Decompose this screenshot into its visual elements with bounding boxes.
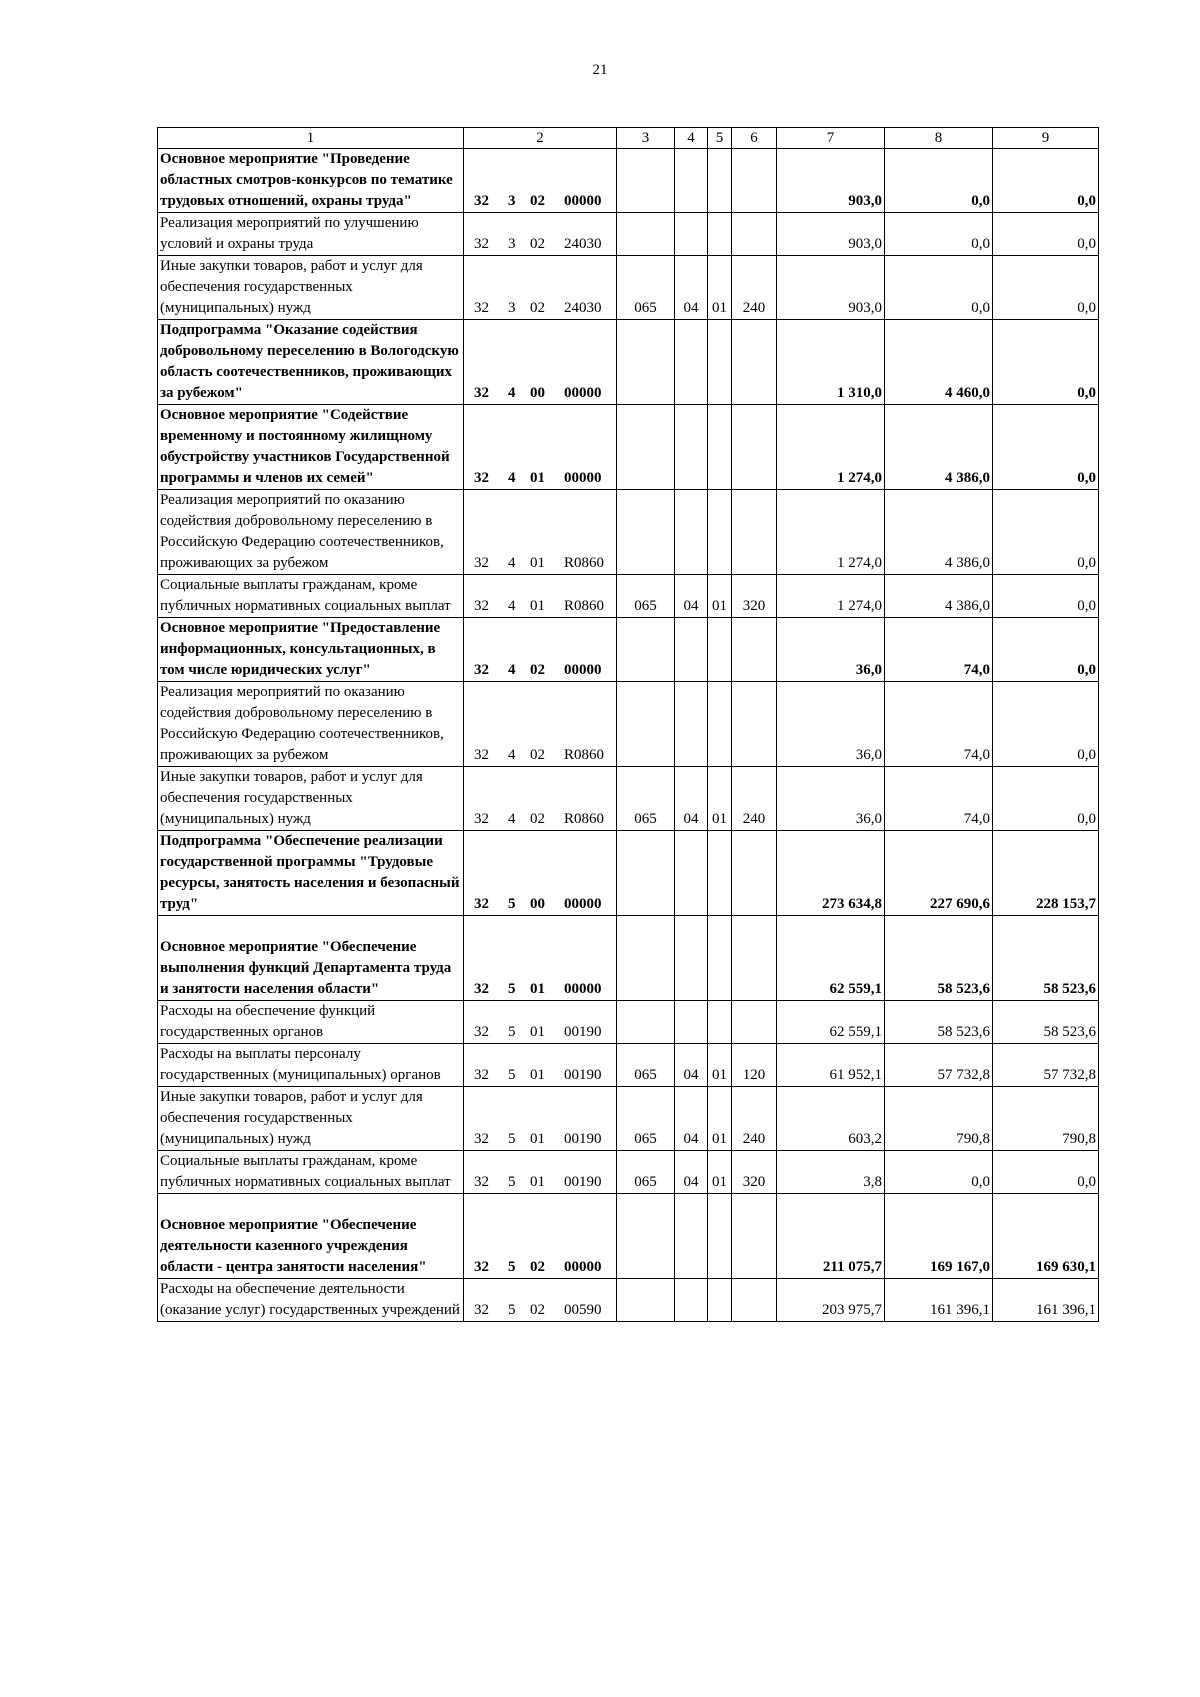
header-cell: 6 [732, 128, 777, 149]
program-code [464, 916, 617, 1001]
program-code [464, 618, 617, 682]
table-row [158, 405, 1099, 490]
ministry-code: 065 [617, 1044, 675, 1087]
code-part-4: 00190 [564, 1131, 602, 1147]
section-code [675, 1001, 708, 1044]
code-part-4: 00590 [564, 1302, 602, 1318]
amount-col-8: 74,0 [885, 767, 993, 831]
amount-col-9: 0,0 [993, 490, 1099, 575]
expense-type-code [732, 1194, 777, 1279]
expense-type-code [732, 916, 777, 1001]
code-part-4: R0860 [564, 598, 605, 614]
code-part-1: 32 [474, 662, 489, 678]
code-part-3: 01 [530, 555, 545, 571]
program-code [464, 1279, 617, 1322]
code-part-4: 00190 [564, 1174, 602, 1190]
code-part-4: 00000 [564, 662, 602, 678]
amount-col-8: 0,0 [885, 1151, 993, 1194]
code-part-1: 32 [474, 1067, 489, 1083]
amount-col-7: 603,2 [777, 1087, 885, 1151]
amount-col-7: 273 634,8 [777, 831, 885, 916]
section-code [675, 320, 708, 405]
expense-type-code: 240 [732, 767, 777, 831]
code-part-4: 00190 [564, 1024, 602, 1040]
row-name: Расходы на обеспечение деятельности (оказание услуг) государственных учреждений [158, 1279, 464, 1322]
code-part-2: 3 [508, 236, 516, 252]
ministry-code [617, 618, 675, 682]
section-code: 04 [675, 1044, 708, 1087]
expense-type-code [732, 213, 777, 256]
code-part-1: 32 [474, 1259, 489, 1275]
subsection-code [708, 1194, 732, 1279]
section-code [675, 831, 708, 916]
program-code [464, 405, 617, 490]
code-part-2: 4 [508, 747, 516, 763]
code-part-4: 00000 [564, 193, 602, 209]
amount-col-7: 62 559,1 [777, 1001, 885, 1044]
code-part-4: R0860 [564, 747, 605, 763]
code-part-3: 02 [530, 300, 545, 316]
subsection-code: 01 [708, 1044, 732, 1087]
amount-col-7: 203 975,7 [777, 1279, 885, 1322]
code-part-3: 02 [530, 811, 545, 827]
ministry-code [617, 405, 675, 490]
code-part-1: 32 [474, 981, 489, 997]
amount-col-9: 0,0 [993, 213, 1099, 256]
amount-col-8: 790,8 [885, 1087, 993, 1151]
amount-col-7: 36,0 [777, 682, 885, 767]
code-part-4: 24030 [564, 236, 602, 252]
code-part-1: 32 [474, 747, 489, 763]
code-part-2: 5 [508, 1131, 516, 1147]
table-row [158, 767, 1099, 831]
code-part-4: 00000 [564, 470, 602, 486]
table-row [158, 1001, 1099, 1044]
section-code [675, 213, 708, 256]
subsection-code: 01 [708, 1151, 732, 1194]
amount-col-8: 4 386,0 [885, 575, 993, 618]
program-code [464, 1087, 617, 1151]
amount-col-7: 36,0 [777, 618, 885, 682]
ministry-code [617, 1279, 675, 1322]
subsection-code [708, 213, 732, 256]
row-name: Основное мероприятие "Содействие временному и постоянному жилищному обустройству участников Государственной программы и членов их семей" [158, 405, 464, 490]
subsection-code [708, 320, 732, 405]
code-part-4: 00000 [564, 981, 602, 997]
amount-col-8: 4 386,0 [885, 405, 993, 490]
ministry-code: 065 [617, 767, 675, 831]
subsection-code: 01 [708, 1087, 732, 1151]
code-part-3: 00 [530, 385, 545, 401]
subsection-code [708, 831, 732, 916]
table-row [158, 1279, 1099, 1322]
expense-type-code: 320 [732, 1151, 777, 1194]
amount-col-7: 1 310,0 [777, 320, 885, 405]
subsection-code: 01 [708, 575, 732, 618]
amount-col-8: 74,0 [885, 682, 993, 767]
ministry-code: 065 [617, 256, 675, 320]
code-part-1: 32 [474, 470, 489, 486]
code-part-2: 5 [508, 1302, 516, 1318]
amount-col-9: 0,0 [993, 767, 1099, 831]
amount-col-8: 74,0 [885, 618, 993, 682]
amount-col-8: 0,0 [885, 213, 993, 256]
row-name: Реализация мероприятий по оказанию содействия добровольному переселению в Российскую Федерацию соотечественников, проживающих за рубежом [158, 682, 464, 767]
code-part-2: 4 [508, 385, 516, 401]
program-code [464, 320, 617, 405]
subsection-code [708, 618, 732, 682]
expense-type-code: 240 [732, 1087, 777, 1151]
amount-col-9: 0,0 [993, 405, 1099, 490]
code-part-2: 4 [508, 811, 516, 827]
amount-col-8: 58 523,6 [885, 916, 993, 1001]
code-part-2: 4 [508, 598, 516, 614]
ministry-code [617, 916, 675, 1001]
row-name: Иные закупки товаров, работ и услуг для обеспечения государственных (муниципальных) нужд [158, 1087, 464, 1151]
code-part-1: 32 [474, 193, 489, 209]
code-part-1: 32 [474, 385, 489, 401]
code-part-1: 32 [474, 1131, 489, 1147]
expense-type-code [732, 618, 777, 682]
subsection-code [708, 1001, 732, 1044]
subsection-code: 01 [708, 256, 732, 320]
amount-col-9: 0,0 [993, 149, 1099, 213]
code-part-3: 01 [530, 598, 545, 614]
expense-type-code [732, 831, 777, 916]
code-part-4: 00190 [564, 1067, 602, 1083]
code-part-3: 01 [530, 1174, 545, 1190]
header-cell: 5 [708, 128, 732, 149]
ministry-code [617, 1194, 675, 1279]
header-cell: 3 [617, 128, 675, 149]
code-part-4: 00000 [564, 385, 602, 401]
amount-col-8: 57 732,8 [885, 1044, 993, 1087]
table-row [158, 149, 1099, 213]
amount-col-9: 0,0 [993, 256, 1099, 320]
amount-col-7: 62 559,1 [777, 916, 885, 1001]
amount-col-7: 1 274,0 [777, 405, 885, 490]
amount-col-9: 0,0 [993, 682, 1099, 767]
code-part-4: R0860 [564, 555, 605, 571]
row-name: Расходы на выплаты персоналу государственных (муниципальных) органов [158, 1044, 464, 1087]
expense-type-code [732, 149, 777, 213]
program-code [464, 1001, 617, 1044]
row-name: Основное мероприятие "Предоставление информационных, консультационных, в том числе юридических услуг" [158, 618, 464, 682]
amount-col-8: 0,0 [885, 256, 993, 320]
program-code [464, 767, 617, 831]
table-row [158, 256, 1099, 320]
expense-type-code [732, 320, 777, 405]
row-name: Основное мероприятие "Обеспечение выполнения функций Департамента труда и занятости населения области" [158, 916, 464, 1001]
expense-type-code [732, 1279, 777, 1322]
section-code: 04 [675, 256, 708, 320]
ministry-code [617, 320, 675, 405]
expense-type-code: 120 [732, 1044, 777, 1087]
row-name: Иные закупки товаров, работ и услуг для обеспечения государственных (муниципальных) нужд [158, 767, 464, 831]
code-part-2: 5 [508, 1174, 516, 1190]
amount-col-7: 1 274,0 [777, 575, 885, 618]
row-name: Основное мероприятие "Обеспечение деятельности казенного учреждения области - центра занятости населения" [158, 1194, 464, 1279]
section-code [675, 405, 708, 490]
code-part-1: 32 [474, 236, 489, 252]
code-part-3: 01 [530, 1131, 545, 1147]
code-part-1: 32 [474, 1174, 489, 1190]
header-cell: 4 [675, 128, 708, 149]
table-row [158, 213, 1099, 256]
code-part-2: 3 [508, 193, 516, 209]
section-code [675, 916, 708, 1001]
section-code [675, 1279, 708, 1322]
ministry-code: 065 [617, 575, 675, 618]
code-part-1: 32 [474, 896, 489, 912]
amount-col-9: 169 630,1 [993, 1194, 1099, 1279]
subsection-code [708, 682, 732, 767]
section-code [675, 1194, 708, 1279]
table-row [158, 575, 1099, 618]
row-name: Подпрограмма "Обеспечение реализации государственной программы "Трудовые ресурсы, занятость населения и безопасный труд" [158, 831, 464, 916]
expense-type-code: 240 [732, 256, 777, 320]
row-name: Подпрограмма "Оказание содействия добровольному переселению в Вологодскую область соотечественников, проживающих за рубежом" [158, 320, 464, 405]
subsection-code [708, 149, 732, 213]
header-cell: 2 [464, 128, 617, 149]
header-cell: 1 [158, 128, 464, 149]
header-cell: 8 [885, 128, 993, 149]
amount-col-7: 903,0 [777, 149, 885, 213]
code-part-4: 00000 [564, 1259, 602, 1275]
code-part-3: 01 [530, 1024, 545, 1040]
code-part-1: 32 [474, 555, 489, 571]
section-code [675, 149, 708, 213]
code-part-3: 02 [530, 236, 545, 252]
amount-col-9: 0,0 [993, 575, 1099, 618]
code-part-3: 01 [530, 981, 545, 997]
code-part-3: 02 [530, 662, 545, 678]
budget-table [157, 127, 1099, 1322]
program-code [464, 1151, 617, 1194]
row-name: Иные закупки товаров, работ и услуг для обеспечения государственных (муниципальных) нужд [158, 256, 464, 320]
section-code [675, 490, 708, 575]
amount-col-8: 4 386,0 [885, 490, 993, 575]
program-code [464, 213, 617, 256]
program-code [464, 1044, 617, 1087]
code-part-1: 32 [474, 598, 489, 614]
code-part-4: 24030 [564, 300, 602, 316]
ministry-code: 065 [617, 1087, 675, 1151]
table-row [158, 1044, 1099, 1087]
row-name: Реализация мероприятий по улучшению условий и охраны труда [158, 213, 464, 256]
table-row [158, 490, 1099, 575]
amount-col-8: 0,0 [885, 149, 993, 213]
row-name: Социальные выплаты гражданам, кроме публичных нормативных социальных выплат [158, 575, 464, 618]
amount-col-7: 3,8 [777, 1151, 885, 1194]
subsection-code: 01 [708, 767, 732, 831]
program-code [464, 1194, 617, 1279]
amount-col-9: 228 153,7 [993, 831, 1099, 916]
code-part-3: 02 [530, 1302, 545, 1318]
amount-col-8: 169 167,0 [885, 1194, 993, 1279]
amount-col-9: 161 396,1 [993, 1279, 1099, 1322]
page-number: 21 [592, 62, 608, 78]
ministry-code [617, 149, 675, 213]
program-code [464, 149, 617, 213]
code-part-1: 32 [474, 1302, 489, 1318]
amount-col-8: 227 690,6 [885, 831, 993, 916]
amount-col-9: 58 523,6 [993, 916, 1099, 1001]
table-row [158, 618, 1099, 682]
row-name: Социальные выплаты гражданам, кроме публичных нормативных социальных выплат [158, 1151, 464, 1194]
table-body [158, 128, 1099, 1322]
amount-col-7: 61 952,1 [777, 1044, 885, 1087]
section-code [675, 682, 708, 767]
amount-col-7: 1 274,0 [777, 490, 885, 575]
ministry-code [617, 490, 675, 575]
table-row [158, 320, 1099, 405]
ministry-code [617, 213, 675, 256]
section-code: 04 [675, 767, 708, 831]
code-part-3: 00 [530, 896, 545, 912]
code-part-3: 02 [530, 193, 545, 209]
amount-col-9: 58 523,6 [993, 1001, 1099, 1044]
code-part-3: 01 [530, 470, 545, 486]
code-part-2: 5 [508, 896, 516, 912]
amount-col-9: 57 732,8 [993, 1044, 1099, 1087]
header-row [158, 128, 1099, 149]
amount-col-8: 58 523,6 [885, 1001, 993, 1044]
ministry-code [617, 1001, 675, 1044]
amount-col-9: 0,0 [993, 618, 1099, 682]
amount-col-9: 0,0 [993, 320, 1099, 405]
ministry-code: 065 [617, 1151, 675, 1194]
code-part-2: 4 [508, 555, 516, 571]
subsection-code [708, 405, 732, 490]
ministry-code [617, 682, 675, 767]
expense-type-code [732, 490, 777, 575]
amount-col-9: 0,0 [993, 1151, 1099, 1194]
amount-col-8: 161 396,1 [885, 1279, 993, 1322]
code-part-1: 32 [474, 1024, 489, 1040]
code-part-4: R0860 [564, 811, 605, 827]
table-row [158, 916, 1099, 1001]
code-part-2: 5 [508, 1259, 516, 1275]
subsection-code [708, 1279, 732, 1322]
code-part-3: 02 [530, 747, 545, 763]
code-part-2: 5 [508, 981, 516, 997]
table-row [158, 682, 1099, 767]
ministry-code [617, 831, 675, 916]
program-code [464, 682, 617, 767]
expense-type-code [732, 682, 777, 767]
header-cell: 9 [993, 128, 1099, 149]
code-part-3: 01 [530, 1067, 545, 1083]
program-code [464, 256, 617, 320]
amount-col-7: 903,0 [777, 213, 885, 256]
amount-col-9: 790,8 [993, 1087, 1099, 1151]
table-row [158, 1194, 1099, 1279]
program-code [464, 831, 617, 916]
amount-col-7: 211 075,7 [777, 1194, 885, 1279]
section-code [675, 618, 708, 682]
code-part-2: 5 [508, 1024, 516, 1040]
amount-col-7: 903,0 [777, 256, 885, 320]
row-name: Реализация мероприятий по оказанию содействия добровольному переселению в Российскую Федерацию соотечественников, проживающих за рубежом [158, 490, 464, 575]
subsection-code [708, 916, 732, 1001]
amount-col-8: 4 460,0 [885, 320, 993, 405]
program-code [464, 575, 617, 618]
code-part-2: 4 [508, 662, 516, 678]
section-code: 04 [675, 1087, 708, 1151]
code-part-2: 5 [508, 1067, 516, 1083]
table-row [158, 831, 1099, 916]
amount-col-7: 36,0 [777, 767, 885, 831]
header-cell: 7 [777, 128, 885, 149]
row-name: Основное мероприятие "Проведение областных смотров-конкурсов по тематике трудовых отношений, охраны труда" [158, 149, 464, 213]
expense-type-code: 320 [732, 575, 777, 618]
section-code: 04 [675, 575, 708, 618]
code-part-1: 32 [474, 811, 489, 827]
section-code: 04 [675, 1151, 708, 1194]
expense-type-code [732, 405, 777, 490]
row-name: Расходы на обеспечение функций государственных органов [158, 1001, 464, 1044]
table-row [158, 1151, 1099, 1194]
subsection-code [708, 490, 732, 575]
table-row [158, 1087, 1099, 1151]
program-code [464, 490, 617, 575]
code-part-3: 02 [530, 1259, 545, 1275]
code-part-4: 00000 [564, 896, 602, 912]
expense-type-code [732, 1001, 777, 1044]
code-part-1: 32 [474, 300, 489, 316]
code-part-2: 3 [508, 300, 516, 316]
code-part-2: 4 [508, 470, 516, 486]
